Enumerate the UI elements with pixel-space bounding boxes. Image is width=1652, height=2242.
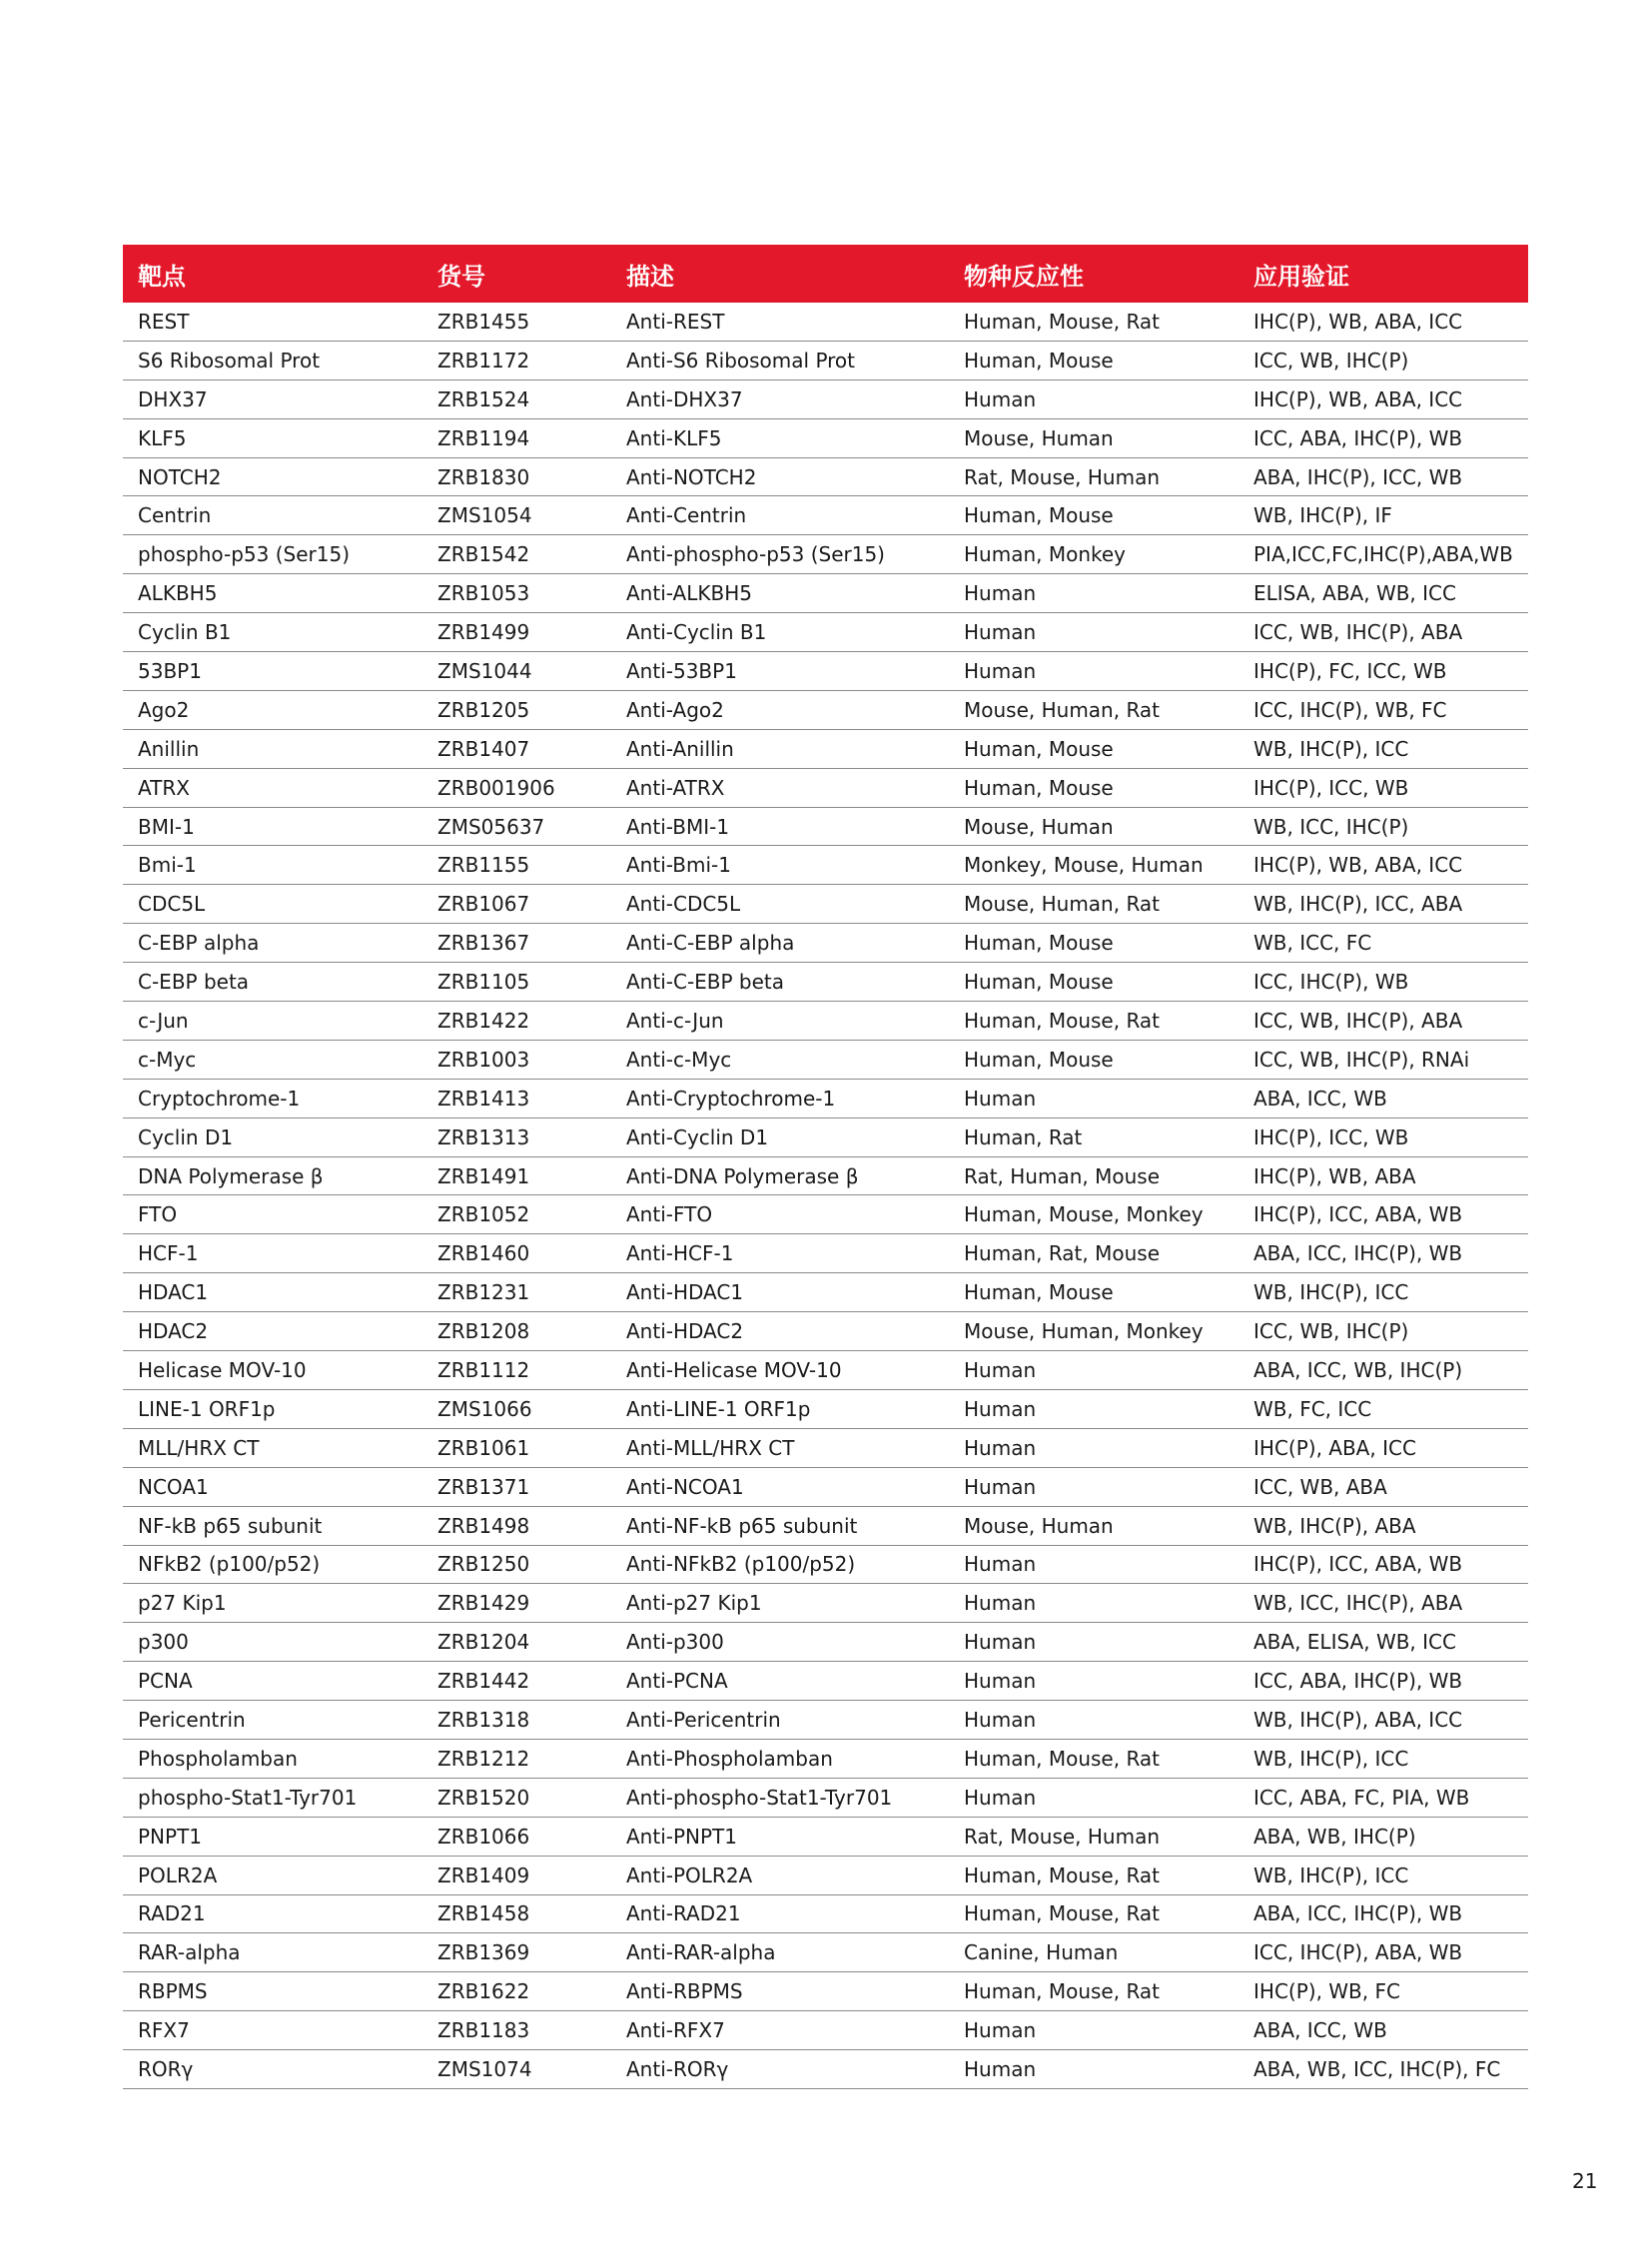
catalog-cell: ZRB1053 xyxy=(422,574,611,613)
species-cell: Rat, Mouse, Human xyxy=(949,1817,1239,1856)
applications-cell: ABA, WB, ICC, IHC(P), FC xyxy=(1239,2050,1528,2089)
applications-cell: WB, ICC, IHC(P) xyxy=(1239,807,1528,846)
table-row xyxy=(123,1156,1528,1195)
table-row xyxy=(123,1856,1528,1894)
catalog-cell: ZRB1369 xyxy=(422,1933,611,1972)
target-cell: HCF-1 xyxy=(123,1234,422,1273)
species-cell: Mouse, Human xyxy=(949,1506,1239,1545)
description-cell: Anti-Ago2 xyxy=(611,690,949,729)
table-row xyxy=(123,1312,1528,1351)
applications-cell: IHC(P), ABA, ICC xyxy=(1239,1428,1528,1467)
catalog-cell: ZRB1460 xyxy=(422,1234,611,1273)
target-cell: Bmi-1 xyxy=(123,846,422,885)
species-cell: Human xyxy=(949,652,1239,691)
species-cell: Human xyxy=(949,2050,1239,2089)
table-row xyxy=(123,1778,1528,1817)
table-row xyxy=(123,1467,1528,1506)
species-cell: Monkey, Mouse, Human xyxy=(949,846,1239,885)
applications-cell: ICC, ABA, FC, PIA, WB xyxy=(1239,1778,1528,1817)
description-cell: Anti-Cyclin D1 xyxy=(611,1118,949,1156)
table-row xyxy=(123,341,1528,379)
catalog-cell: ZRB1208 xyxy=(422,1312,611,1351)
species-cell: Human, Mouse xyxy=(949,729,1239,768)
table-row xyxy=(123,652,1528,691)
species-cell: Human, Mouse, Rat xyxy=(949,1739,1239,1778)
description-cell: Anti-MLL/HRX CT xyxy=(611,1428,949,1467)
catalog-cell: ZRB1112 xyxy=(422,1351,611,1390)
target-cell: 53BP1 xyxy=(123,652,422,691)
catalog-cell: ZRB1367 xyxy=(422,924,611,963)
applications-cell: ICC, WB, ABA xyxy=(1239,1467,1528,1506)
table-row xyxy=(123,1506,1528,1545)
description-cell: Anti-HDAC1 xyxy=(611,1273,949,1312)
species-cell: Human, Monkey xyxy=(949,535,1239,574)
target-cell: S6 Ribosomal Prot xyxy=(123,341,422,379)
target-cell: NFkB2 (p100/p52) xyxy=(123,1545,422,1584)
applications-cell: WB, IHC(P), ICC xyxy=(1239,1739,1528,1778)
applications-cell: IHC(P), WB, ABA xyxy=(1239,1156,1528,1195)
catalog-cell: ZMS05637 xyxy=(422,807,611,846)
species-cell: Human xyxy=(949,1701,1239,1740)
applications-cell: WB, ICC, IHC(P), ABA xyxy=(1239,1584,1528,1623)
species-cell: Human xyxy=(949,1389,1239,1428)
table-row xyxy=(123,924,1528,963)
table-row xyxy=(123,1195,1528,1234)
table-row xyxy=(123,846,1528,885)
target-cell: Ago2 xyxy=(123,690,422,729)
species-cell: Human, Mouse, Rat xyxy=(949,1894,1239,1933)
species-cell: Human, Mouse xyxy=(949,963,1239,1002)
species-cell: Mouse, Human xyxy=(949,807,1239,846)
description-cell: Anti-Cryptochrome-1 xyxy=(611,1079,949,1118)
description-cell: Anti-RORγ xyxy=(611,2050,949,2089)
target-cell: p300 xyxy=(123,1623,422,1662)
catalog-cell: ZRB1491 xyxy=(422,1156,611,1195)
applications-cell: ABA, ELISA, WB, ICC xyxy=(1239,1623,1528,1662)
species-cell: Human, Mouse xyxy=(949,1040,1239,1079)
description-cell: Anti-DNA Polymerase β xyxy=(611,1156,949,1195)
applications-cell: ABA, ICC, IHC(P), WB xyxy=(1239,1894,1528,1933)
target-cell: PCNA xyxy=(123,1662,422,1701)
target-cell: Cyclin B1 xyxy=(123,613,422,652)
catalog-cell: ZRB1105 xyxy=(422,963,611,1002)
catalog-cell: ZRB1066 xyxy=(422,1817,611,1856)
species-cell: Human, Mouse, Rat xyxy=(949,303,1239,341)
description-cell: Anti-Phospholamban xyxy=(611,1739,949,1778)
description-cell: Anti-C-EBP beta xyxy=(611,963,949,1002)
species-cell: Human, Mouse xyxy=(949,924,1239,963)
target-cell: Centrin xyxy=(123,496,422,535)
table-row xyxy=(123,807,1528,846)
target-cell: Helicase MOV-10 xyxy=(123,1351,422,1390)
catalog-cell: ZRB1455 xyxy=(422,303,611,341)
description-cell: Anti-DHX37 xyxy=(611,379,949,418)
species-cell: Human, Mouse xyxy=(949,1273,1239,1312)
catalog-cell: ZRB1318 xyxy=(422,1701,611,1740)
description-cell: Anti-NCOA1 xyxy=(611,1467,949,1506)
catalog-cell: ZRB1498 xyxy=(422,1506,611,1545)
description-cell: Anti-NF-kB p65 subunit xyxy=(611,1506,949,1545)
target-cell: CDC5L xyxy=(123,885,422,924)
catalog-cell: ZRB1413 xyxy=(422,1079,611,1118)
description-cell: Anti-S6 Ribosomal Prot xyxy=(611,341,949,379)
table-row xyxy=(123,885,1528,924)
catalog-cell: ZRB1172 xyxy=(422,341,611,379)
target-cell: C-EBP alpha xyxy=(123,924,422,963)
header-catalog-number: 货号 xyxy=(422,245,611,303)
applications-cell: IHC(P), FC, ICC, WB xyxy=(1239,652,1528,691)
table-row xyxy=(123,1079,1528,1118)
description-cell: Anti-p300 xyxy=(611,1623,949,1662)
target-cell: MLL/HRX CT xyxy=(123,1428,422,1467)
catalog-cell: ZRB1003 xyxy=(422,1040,611,1079)
table-row xyxy=(123,574,1528,613)
table-row xyxy=(123,729,1528,768)
table-row xyxy=(123,1701,1528,1740)
catalog-cell: ZMS1074 xyxy=(422,2050,611,2089)
species-cell: Human, Mouse xyxy=(949,341,1239,379)
catalog-cell: ZMS1044 xyxy=(422,652,611,691)
description-cell: Anti-ALKBH5 xyxy=(611,574,949,613)
target-cell: phospho-p53 (Ser15) xyxy=(123,535,422,574)
description-cell: Anti-RAD21 xyxy=(611,1894,949,1933)
target-cell: KLF5 xyxy=(123,418,422,457)
target-cell: ALKBH5 xyxy=(123,574,422,613)
table-body xyxy=(123,303,1528,2088)
applications-cell: ABA, ICC, IHC(P), WB xyxy=(1239,1234,1528,1273)
table-row xyxy=(123,496,1528,535)
description-cell: Anti-NFkB2 (p100/p52) xyxy=(611,1545,949,1584)
species-cell: Human, Rat, Mouse xyxy=(949,1234,1239,1273)
target-cell: p27 Kip1 xyxy=(123,1584,422,1623)
description-cell: Anti-FTO xyxy=(611,1195,949,1234)
species-cell: Human, Mouse xyxy=(949,768,1239,807)
table-row xyxy=(123,535,1528,574)
description-cell: Anti-c-Jun xyxy=(611,1002,949,1041)
applications-cell: IHC(P), WB, ABA, ICC xyxy=(1239,379,1528,418)
species-cell: Human, Mouse, Rat xyxy=(949,1972,1239,2011)
page-number: 21 xyxy=(1572,2169,1598,2193)
table-row xyxy=(123,1584,1528,1623)
species-cell: Human, Rat xyxy=(949,1118,1239,1156)
target-cell: phospho-Stat1-Tyr701 xyxy=(123,1778,422,1817)
description-cell: Anti-C-EBP alpha xyxy=(611,924,949,963)
description-cell: Anti-RAR-alpha xyxy=(611,1933,949,1972)
catalog-cell: ZRB1067 xyxy=(422,885,611,924)
catalog-cell: ZRB1407 xyxy=(422,729,611,768)
catalog-cell: ZRB1183 xyxy=(422,2011,611,2050)
target-cell: Pericentrin xyxy=(123,1701,422,1740)
catalog-cell: ZRB1622 xyxy=(422,1972,611,2011)
description-cell: Anti-REST xyxy=(611,303,949,341)
applications-cell: PIA,ICC,FC,IHC(P),ABA,WB xyxy=(1239,535,1528,574)
target-cell: RFX7 xyxy=(123,2011,422,2050)
description-cell: Anti-Bmi-1 xyxy=(611,846,949,885)
table-row xyxy=(123,1234,1528,1273)
product-table xyxy=(123,245,1528,2089)
catalog-cell: ZRB1155 xyxy=(422,846,611,885)
target-cell: DHX37 xyxy=(123,379,422,418)
species-cell: Human, Mouse, Rat xyxy=(949,1856,1239,1894)
description-cell: Anti-RFX7 xyxy=(611,2011,949,2050)
applications-cell: IHC(P), ICC, ABA, WB xyxy=(1239,1545,1528,1584)
applications-cell: ELISA, ABA, WB, ICC xyxy=(1239,574,1528,613)
catalog-cell: ZRB1061 xyxy=(422,1428,611,1467)
applications-cell: WB, IHC(P), ICC xyxy=(1239,1856,1528,1894)
species-cell: Mouse, Human, Rat xyxy=(949,885,1239,924)
table-row xyxy=(123,963,1528,1002)
applications-cell: IHC(P), ICC, WB xyxy=(1239,1118,1528,1156)
target-cell: RBPMS xyxy=(123,1972,422,2011)
species-cell: Human xyxy=(949,1079,1239,1118)
applications-cell: IHC(P), ICC, WB xyxy=(1239,768,1528,807)
table-row xyxy=(123,1428,1528,1467)
applications-cell: WB, FC, ICC xyxy=(1239,1389,1528,1428)
species-cell: Human xyxy=(949,1623,1239,1662)
catalog-cell: ZRB1520 xyxy=(422,1778,611,1817)
catalog-cell: ZMS1054 xyxy=(422,496,611,535)
applications-cell: ICC, WB, IHC(P), RNAi xyxy=(1239,1040,1528,1079)
table-row xyxy=(123,1545,1528,1584)
description-cell: Anti-PNPT1 xyxy=(611,1817,949,1856)
target-cell: NF-kB p65 subunit xyxy=(123,1506,422,1545)
catalog-cell: ZRB001906 xyxy=(422,768,611,807)
target-cell: PNPT1 xyxy=(123,1817,422,1856)
species-cell: Human xyxy=(949,1662,1239,1701)
description-cell: Anti-phospho-Stat1-Tyr701 xyxy=(611,1778,949,1817)
species-cell: Rat, Human, Mouse xyxy=(949,1156,1239,1195)
catalog-cell: ZMS1066 xyxy=(422,1389,611,1428)
table-row xyxy=(123,613,1528,652)
description-cell: Anti-KLF5 xyxy=(611,418,949,457)
species-cell: Canine, Human xyxy=(949,1933,1239,1972)
applications-cell: WB, IHC(P), ICC xyxy=(1239,729,1528,768)
applications-cell: WB, ICC, FC xyxy=(1239,924,1528,963)
table-row xyxy=(123,2011,1528,2050)
species-cell: Human, Mouse, Rat xyxy=(949,1002,1239,1041)
target-cell: RAD21 xyxy=(123,1894,422,1933)
target-cell: HDAC2 xyxy=(123,1312,422,1351)
catalog-cell: ZRB1830 xyxy=(422,457,611,496)
table-row xyxy=(123,1040,1528,1079)
target-cell: NOTCH2 xyxy=(123,457,422,496)
table-row xyxy=(123,1389,1528,1428)
applications-cell: ICC, ABA, IHC(P), WB xyxy=(1239,418,1528,457)
applications-cell: ABA, ICC, WB xyxy=(1239,2011,1528,2050)
table-row xyxy=(123,1817,1528,1856)
species-cell: Rat, Mouse, Human xyxy=(949,457,1239,496)
applications-cell: ICC, WB, IHC(P) xyxy=(1239,341,1528,379)
target-cell: POLR2A xyxy=(123,1856,422,1894)
species-cell: Human, Mouse, Monkey xyxy=(949,1195,1239,1234)
species-cell: Human xyxy=(949,613,1239,652)
species-cell: Mouse, Human xyxy=(949,418,1239,457)
description-cell: Anti-POLR2A xyxy=(611,1856,949,1894)
catalog-cell: ZRB1250 xyxy=(422,1545,611,1584)
table-row xyxy=(123,2050,1528,2089)
target-cell: c-Jun xyxy=(123,1002,422,1041)
species-cell: Human xyxy=(949,2011,1239,2050)
description-cell: Anti-HCF-1 xyxy=(611,1234,949,1273)
description-cell: Anti-LINE-1 ORF1p xyxy=(611,1389,949,1428)
applications-cell: IHC(P), WB, ABA, ICC xyxy=(1239,303,1528,341)
description-cell: Anti-Anillin xyxy=(611,729,949,768)
catalog-cell: ZRB1499 xyxy=(422,613,611,652)
catalog-cell: ZRB1458 xyxy=(422,1894,611,1933)
species-cell: Human xyxy=(949,1778,1239,1817)
table-row xyxy=(123,457,1528,496)
target-cell: NCOA1 xyxy=(123,1467,422,1506)
description-cell: Anti-Cyclin B1 xyxy=(611,613,949,652)
applications-cell: ABA, WB, IHC(P) xyxy=(1239,1817,1528,1856)
applications-cell: ABA, IHC(P), ICC, WB xyxy=(1239,457,1528,496)
table-row xyxy=(123,1002,1528,1041)
catalog-cell: ZRB1194 xyxy=(422,418,611,457)
target-cell: Anillin xyxy=(123,729,422,768)
applications-cell: ABA, ICC, WB, IHC(P) xyxy=(1239,1351,1528,1390)
target-cell: RAR-alpha xyxy=(123,1933,422,1972)
target-cell: Cryptochrome-1 xyxy=(123,1079,422,1118)
applications-cell: WB, IHC(P), ICC xyxy=(1239,1273,1528,1312)
species-cell: Mouse, Human, Monkey xyxy=(949,1312,1239,1351)
table-row xyxy=(123,1739,1528,1778)
target-cell: REST xyxy=(123,303,422,341)
target-cell: LINE-1 ORF1p xyxy=(123,1389,422,1428)
species-cell: Human xyxy=(949,1545,1239,1584)
applications-cell: ABA, ICC, WB xyxy=(1239,1079,1528,1118)
description-cell: Anti-p27 Kip1 xyxy=(611,1584,949,1623)
description-cell: Anti-HDAC2 xyxy=(611,1312,949,1351)
catalog-cell: ZRB1442 xyxy=(422,1662,611,1701)
description-cell: Anti-phospho-p53 (Ser15) xyxy=(611,535,949,574)
applications-cell: IHC(P), ICC, ABA, WB xyxy=(1239,1195,1528,1234)
catalog-cell: ZRB1205 xyxy=(422,690,611,729)
target-cell: FTO xyxy=(123,1195,422,1234)
target-cell: ATRX xyxy=(123,768,422,807)
table-row xyxy=(123,1351,1528,1390)
description-cell: Anti-53BP1 xyxy=(611,652,949,691)
catalog-cell: ZRB1409 xyxy=(422,1856,611,1894)
table-row xyxy=(123,1933,1528,1972)
target-cell: C-EBP beta xyxy=(123,963,422,1002)
applications-cell: WB, IHC(P), ABA, ICC xyxy=(1239,1701,1528,1740)
table-row xyxy=(123,418,1528,457)
applications-cell: ICC, WB, IHC(P), ABA xyxy=(1239,613,1528,652)
description-cell: Anti-Centrin xyxy=(611,496,949,535)
description-cell: Anti-BMI-1 xyxy=(611,807,949,846)
description-cell: Anti-Pericentrin xyxy=(611,1701,949,1740)
table-row xyxy=(123,1662,1528,1701)
species-cell: Human xyxy=(949,574,1239,613)
applications-cell: ICC, IHC(P), ABA, WB xyxy=(1239,1933,1528,1972)
applications-cell: WB, IHC(P), ABA xyxy=(1239,1506,1528,1545)
species-cell: Human xyxy=(949,1584,1239,1623)
catalog-cell: ZRB1524 xyxy=(422,379,611,418)
table-row xyxy=(123,768,1528,807)
catalog-cell: ZRB1313 xyxy=(422,1118,611,1156)
catalog-cell: ZRB1542 xyxy=(422,535,611,574)
species-cell: Human xyxy=(949,1467,1239,1506)
applications-cell: ICC, ABA, IHC(P), WB xyxy=(1239,1662,1528,1701)
target-cell: RORγ xyxy=(123,2050,422,2089)
catalog-cell: ZRB1231 xyxy=(422,1273,611,1312)
target-cell: BMI-1 xyxy=(123,807,422,846)
header-description: 描述 xyxy=(611,245,949,303)
applications-cell: ICC, WB, IHC(P), ABA xyxy=(1239,1002,1528,1041)
target-cell: Phospholamban xyxy=(123,1739,422,1778)
table-row xyxy=(123,1623,1528,1662)
description-cell: Anti-c-Myc xyxy=(611,1040,949,1079)
table-row xyxy=(123,1894,1528,1933)
description-cell: Anti-Helicase MOV-10 xyxy=(611,1351,949,1390)
species-cell: Human, Mouse xyxy=(949,496,1239,535)
table-row xyxy=(123,1273,1528,1312)
applications-cell: ICC, IHC(P), WB, FC xyxy=(1239,690,1528,729)
description-cell: Anti-PCNA xyxy=(611,1662,949,1701)
table-header-row xyxy=(123,245,1528,303)
applications-cell: WB, IHC(P), IF xyxy=(1239,496,1528,535)
target-cell: c-Myc xyxy=(123,1040,422,1079)
applications-cell: ICC, WB, IHC(P) xyxy=(1239,1312,1528,1351)
header-species-reactivity: 物种反应性 xyxy=(949,245,1239,303)
species-cell: Human xyxy=(949,1428,1239,1467)
table-row xyxy=(123,1118,1528,1156)
table-row xyxy=(123,303,1528,341)
table-row xyxy=(123,1972,1528,2011)
catalog-cell: ZRB1052 xyxy=(422,1195,611,1234)
table-row xyxy=(123,690,1528,729)
applications-cell: IHC(P), WB, FC xyxy=(1239,1972,1528,2011)
applications-cell: IHC(P), WB, ABA, ICC xyxy=(1239,846,1528,885)
catalog-cell: ZRB1429 xyxy=(422,1584,611,1623)
applications-cell: WB, IHC(P), ICC, ABA xyxy=(1239,885,1528,924)
target-cell: Cyclin D1 xyxy=(123,1118,422,1156)
species-cell: Human xyxy=(949,1351,1239,1390)
header-target: 靶点 xyxy=(123,245,422,303)
catalog-cell: ZRB1422 xyxy=(422,1002,611,1041)
species-cell: Mouse, Human, Rat xyxy=(949,690,1239,729)
description-cell: Anti-CDC5L xyxy=(611,885,949,924)
target-cell: DNA Polymerase β xyxy=(123,1156,422,1195)
description-cell: Anti-NOTCH2 xyxy=(611,457,949,496)
description-cell: Anti-ATRX xyxy=(611,768,949,807)
target-cell: HDAC1 xyxy=(123,1273,422,1312)
table-row xyxy=(123,379,1528,418)
species-cell: Human xyxy=(949,379,1239,418)
catalog-cell: ZRB1204 xyxy=(422,1623,611,1662)
applications-cell: ICC, IHC(P), WB xyxy=(1239,963,1528,1002)
catalog-cell: ZRB1212 xyxy=(422,1739,611,1778)
catalog-cell: ZRB1371 xyxy=(422,1467,611,1506)
header-applications: 应用验证 xyxy=(1239,245,1528,303)
description-cell: Anti-RBPMS xyxy=(611,1972,949,2011)
